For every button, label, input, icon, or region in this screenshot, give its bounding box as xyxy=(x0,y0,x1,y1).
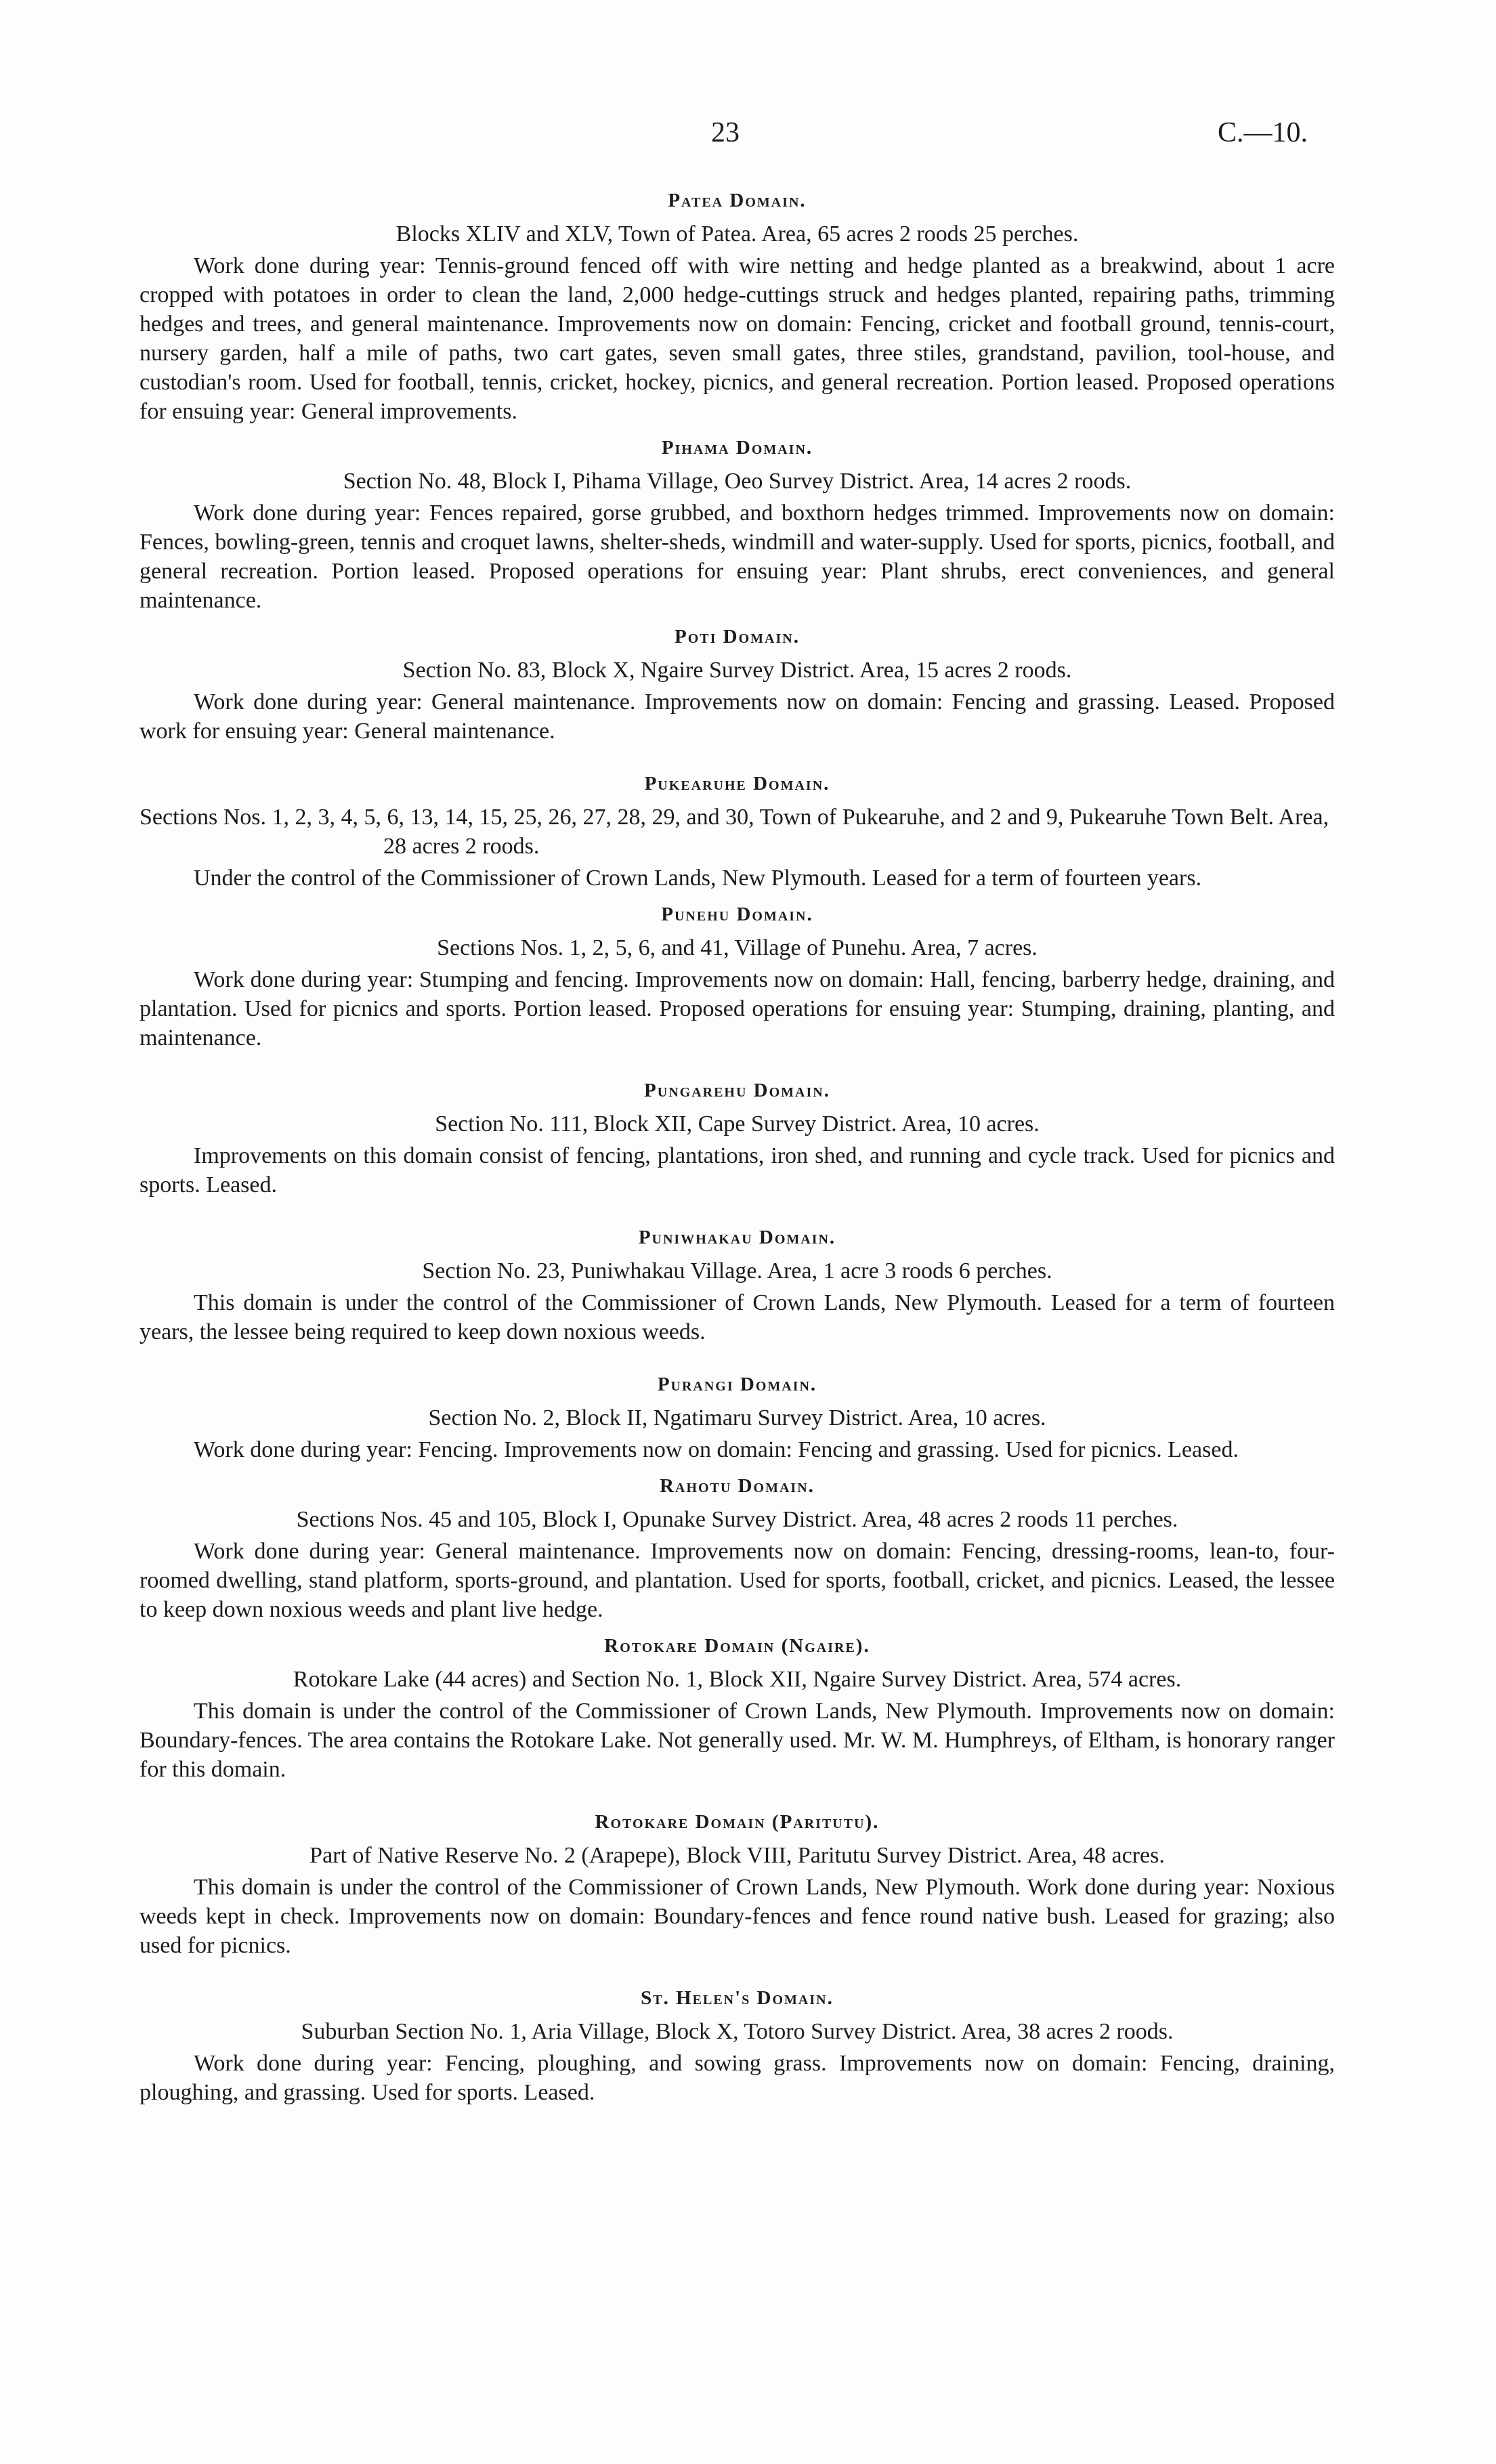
section-body: Work done during year: General maintenance. Improvements now on domain: Fencing, dressing-rooms, lean-to, four-roomed dwelling, stand platform, sports-ground, and plantation. Used for sports, football, cricket, and picnics. Leased, the lessee to keep down noxious weeds and plant live hedge. xyxy=(140,1539,1335,1622)
section-body: Under the control of the Commissioner of Crown Lands, New Plymouth. Leased for a term of fourteen years. xyxy=(194,866,1202,891)
section-poti-domain xyxy=(140,623,1335,746)
section-heading: Patea Domain. xyxy=(668,190,807,211)
section-pihama-domain xyxy=(140,434,1335,615)
section-heading: Purangi Domain. xyxy=(657,1374,817,1395)
section-body: Work done during year: General maintenance. Improvements now on domain: Fencing and grassing. Leased. Proposed work for ensuing year: General maintenance. xyxy=(140,689,1335,744)
section-heading: Poti Domain. xyxy=(675,626,800,647)
section-heading: Rotokare Domain (Ngaire). xyxy=(604,1635,870,1657)
section-location: Sections Nos. 1, 2, 5, 6, and 41, Village of Punehu. Area, 7 acres. xyxy=(437,935,1038,960)
section-body: Work done during year: Fencing. Improvements now on domain: Fencing and grassing. Used for picnics. Leased. xyxy=(194,1437,1239,1462)
section-purangi-domain xyxy=(140,1371,1335,1464)
section-body: This domain is under the control of the Commissioner of Crown Lands, New Plymouth. Work done during year: Noxious weeds kept in check. Improvements now on domain: Boundary-fences and fence round native bush. Leased for grazing; also used for picnics. xyxy=(140,1875,1335,1958)
section-st-helens-domain xyxy=(140,1984,1335,2107)
section-location: Section No. 2, Block II, Ngatimaru Survey District. Area, 10 acres. xyxy=(428,1405,1046,1430)
section-puniwhakau-domain xyxy=(140,1224,1335,1346)
section-body: This domain is under the control of the Commissioner of Crown Lands, New Plymouth. Leased for a term of fourteen years, the lessee being required to keep down noxious weeds. xyxy=(140,1290,1335,1344)
section-heading: Rotokare Domain (Paritutu). xyxy=(595,1811,880,1833)
section-body: This domain is under the control of the Commissioner of Crown Lands, New Plymouth. Improvements now on domain: Boundary-fences. The area contains the Rotokare Lake. Not generally used. Mr. W. M. Humphreys, of Eltham, is honorary ranger for this domain. xyxy=(140,1699,1335,1782)
page-number: 23 xyxy=(711,117,740,148)
section-patea-domain xyxy=(140,187,1335,426)
section-location: Rotokare Lake (44 acres) and Section No. 1, Block XII, Ngaire Survey District. Area, 574 acres. xyxy=(293,1667,1182,1692)
section-pukearuhe-domain xyxy=(140,770,1335,893)
section-body: Work done during year: Fences repaired, gorse grubbed, and boxthorn hedges trimmed. Improvements now on domain: Fences, bowling-green, tennis and croquet lawns, shelter-sheds, windmill and water-supply. Used for sports, picnics, football, and general recreation. Portion leased. Proposed operations for ensuing year: Plant shrubs, erect conveniences, and general maintenance. xyxy=(140,501,1335,613)
section-rahotu-domain xyxy=(140,1472,1335,1624)
section-pungarehu-domain xyxy=(140,1077,1335,1199)
section-body: Work done during year: Stumping and fencing. Improvements now on domain: Hall, fencing, barberry hedge, draining, and plantation. Used for picnics and sports. Portion leased. Proposed operations for ensuing year: Stumping, draining, planting, and maintenance. xyxy=(140,967,1335,1050)
section-heading: Puniwhakau Domain. xyxy=(638,1227,836,1248)
section-location: Section No. 23, Puniwhakau Village. Area, 1 acre 3 roods 6 perches. xyxy=(422,1258,1052,1283)
section-location: Sections Nos. 1, 2, 3, 4, 5, 6, 13, 14, 15, 25, 26, 27, 28, 29, and 30, Town of Pukearuhe, and 2 and 9, Pukearuhe Town Belt. Area, 28 acres 2 roods. xyxy=(140,805,1329,859)
section-heading: Pihama Domain. xyxy=(661,437,813,459)
report-code: C.—10. xyxy=(1218,117,1308,148)
section-body: Improvements on this domain consist of fencing, plantations, iron shed, and running and cycle track. Used for picnics and sports. Leased. xyxy=(140,1143,1335,1197)
section-rotokare-ngaire-domain xyxy=(140,1632,1335,1784)
section-location: Suburban Section No. 1, Aria Village, Block X, Totoro Survey District. Area, 38 acres 2 roods. xyxy=(301,2019,1174,2044)
section-punehu-domain xyxy=(140,901,1335,1053)
section-heading: Punehu Domain. xyxy=(661,904,813,925)
section-heading: Rahotu Domain. xyxy=(660,1475,815,1497)
page-content xyxy=(140,187,1335,2107)
section-location: Section No. 83, Block X, Ngaire Survey District. Area, 15 acres 2 roods. xyxy=(402,658,1072,683)
section-body: Work done during year: Tennis-ground fenced off with wire netting and hedge planted as a breakwind, about 1 acre cropped with potatoes in order to clean the land, 2,000 hedge-cuttings struck and hedges planted, repairing paths, trimming hedges and trees, and general maintenance. Improvements now on domain: Fencing, cricket and football ground, tennis-court, nursery garden, half a mile of paths, two cart gates, seven small gates, three stiles, grandstand, pavilion, tool-house, and custodian's room. Used for football, tennis, cricket, hockey, picnics, and general recreation. Portion leased. Proposed operations for ensuing year: General improvements. xyxy=(140,253,1335,424)
section-body: Work done during year: Fencing, ploughing, and sowing grass. Improvements now on domain: Fencing, draining, ploughing, and grassing. Used for sports. Leased. xyxy=(140,2051,1335,2105)
section-rotokare-paritutu-domain xyxy=(140,1808,1335,1960)
section-location: Section No. 111, Block XII, Cape Survey District. Area, 10 acres. xyxy=(435,1111,1040,1137)
section-heading: Pukearuhe Domain. xyxy=(644,773,830,794)
section-location: Blocks XLIV and XLV, Town of Patea. Area, 65 acres 2 roods 25 perches. xyxy=(396,221,1079,247)
section-heading: Pungarehu Domain. xyxy=(644,1080,830,1101)
section-location: Section No. 48, Block I, Pihama Village, Oeo Survey District. Area, 14 acres 2 roods. xyxy=(343,469,1132,494)
section-location: Sections Nos. 45 and 105, Block I, Opunake Survey District. Area, 48 acres 2 roods 11 perches. xyxy=(296,1507,1178,1532)
section-heading: St. Helen's Domain. xyxy=(641,1987,834,2009)
section-location: Part of Native Reserve No. 2 (Arapepe), Block VIII, Paritutu Survey District. Area, 48 acres. xyxy=(309,1843,1165,1868)
